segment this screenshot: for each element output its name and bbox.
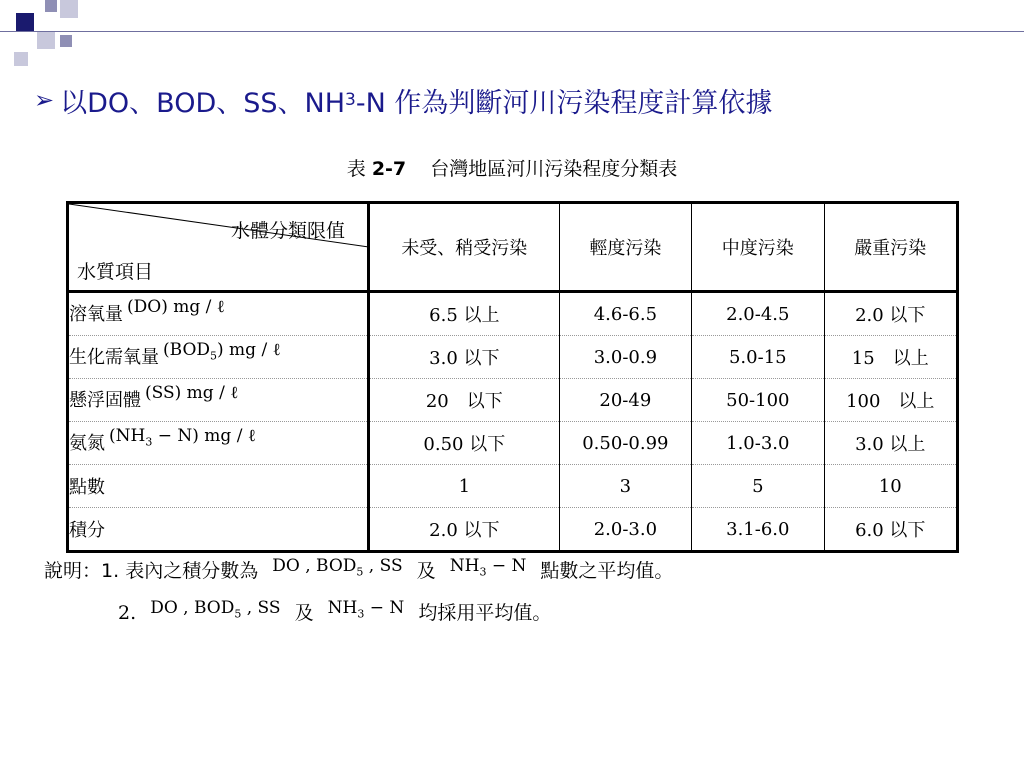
row-name: 氨氮 [69, 433, 105, 455]
slide-heading [34, 80, 772, 120]
row-name: 懸浮固體 [69, 390, 141, 412]
unit-text: (SS) mg / ℓ [145, 383, 239, 404]
table-cell: 5.0-15 [692, 336, 824, 379]
formula-text: DO , BOD [150, 598, 235, 618]
formula-text: , SS [363, 556, 403, 576]
corner-square-mid-1 [45, 0, 57, 12]
arrow-bullet-icon: ➢ [34, 86, 55, 114]
table-caption [0, 154, 1024, 181]
table-cell: 6.0 以下 [824, 508, 957, 552]
table-cell: 15 以上 [824, 336, 957, 379]
row-name: 點數 [69, 477, 105, 498]
formula-text: − N [486, 556, 527, 576]
formula-subscript: 3 [479, 565, 487, 579]
table-row [68, 465, 958, 508]
table-cell: 3.0 以下 [369, 336, 560, 379]
row-unit [109, 426, 256, 449]
table-cell: 2.0 以下 [369, 508, 560, 552]
corner-square-light-3 [14, 52, 28, 66]
row-name: 積分 [69, 520, 105, 541]
table-cell: 50-100 [692, 379, 824, 422]
table-cell: 1 [369, 465, 560, 508]
note-formula [272, 556, 403, 579]
column-header: 嚴重污染 [824, 203, 957, 292]
corner-square-light-2 [37, 31, 55, 49]
formula-text: NH [449, 556, 480, 576]
corner-bottom-label: 水質項目 [77, 261, 154, 283]
corner-square-light-1 [60, 0, 78, 18]
table-header-row [68, 203, 958, 292]
note-formula [449, 556, 527, 579]
note-and: 及 [416, 560, 436, 582]
formula-subscript: 5 [356, 565, 364, 579]
table-cell: 0.50 以下 [369, 422, 560, 465]
table-cell: 10 [824, 465, 957, 508]
unit-text: ) mg / ℓ [217, 340, 281, 361]
table-row [68, 422, 958, 465]
caption-number: 2-7 [371, 158, 407, 180]
corner-square-dark-1 [16, 13, 34, 31]
table-cell: 2.0-3.0 [559, 508, 691, 552]
row-unit [163, 340, 281, 363]
unit-text: (NH [109, 426, 146, 447]
table-cell: 20-49 [559, 379, 691, 422]
unit-text: − N) mg / ℓ [152, 426, 256, 447]
corner-square-mid-2 [60, 35, 72, 47]
table-row [68, 379, 958, 422]
pollution-table [66, 201, 959, 553]
row-name: 生化需氧量 [69, 347, 159, 369]
row-label [68, 292, 369, 336]
formula-text: − N [364, 598, 405, 618]
row-unit [127, 297, 225, 317]
table-cell: 100 以上 [824, 379, 957, 422]
table-cell: 4.6-6.5 [559, 292, 691, 336]
caption-text: 台灣地區河川污染程度分類表 [430, 158, 678, 180]
table-cell: 2.0 以下 [824, 292, 957, 336]
column-header: 未受、稍受污染 [369, 203, 560, 292]
note-text: 表內之積分數為 [125, 560, 259, 582]
heading-part1: 以DO、BOD、SS、NH [60, 87, 346, 119]
heading-part2: -N 作為判斷河川污染程度計算依據 [355, 87, 773, 119]
row-label [68, 422, 369, 465]
table-cell: 0.50-0.99 [559, 422, 691, 465]
table-cell: 1.0-3.0 [692, 422, 824, 465]
row-label [68, 465, 369, 508]
row-label [68, 379, 369, 422]
table-cell: 5 [692, 465, 824, 508]
row-name: 溶氧量 [69, 304, 123, 326]
unit-text: (BOD [163, 340, 211, 361]
heading-subscript: 3 [345, 90, 356, 110]
unit-subscript: 5 [210, 349, 218, 363]
unit-text: (DO) mg / ℓ [127, 297, 225, 318]
table-cell: 2.0-4.5 [692, 292, 824, 336]
column-header: 中度污染 [692, 203, 824, 292]
table-cell: 3.0-0.9 [559, 336, 691, 379]
formula-subscript: 5 [234, 607, 242, 621]
corner-header-cell [68, 203, 369, 292]
note-line-2 [118, 598, 551, 626]
note-tail: 點數之平均值。 [540, 560, 674, 582]
table-cell: 3 [559, 465, 691, 508]
unit-subscript: 3 [145, 435, 153, 449]
formula-text: DO , BOD [272, 556, 357, 576]
column-header: 輕度污染 [559, 203, 691, 292]
formula-text: NH [327, 598, 358, 618]
note-number: 2. [118, 602, 137, 624]
table-row [68, 508, 958, 552]
table-row [68, 336, 958, 379]
header-rule [0, 31, 1024, 32]
note-tail: 均採用平均值。 [418, 602, 552, 624]
note-formula [150, 598, 281, 621]
table-cell: 6.5 以上 [369, 292, 560, 336]
note-formula [327, 598, 405, 621]
note-and: 及 [294, 602, 314, 624]
formula-subscript: 3 [357, 607, 365, 621]
row-unit [145, 383, 238, 403]
formula-text: , SS [241, 598, 281, 618]
note-line-1 [44, 556, 673, 584]
row-label [68, 336, 369, 379]
caption-prefix: 表 [346, 158, 366, 180]
table-cell: 3.0 以上 [824, 422, 957, 465]
note-label: 說明：1. [44, 560, 120, 582]
table-row [68, 292, 958, 336]
table-cell: 20 以下 [369, 379, 560, 422]
table-cell: 3.1-6.0 [692, 508, 824, 552]
row-label [68, 508, 369, 552]
corner-top-label: 水體分類限值 [230, 220, 345, 242]
